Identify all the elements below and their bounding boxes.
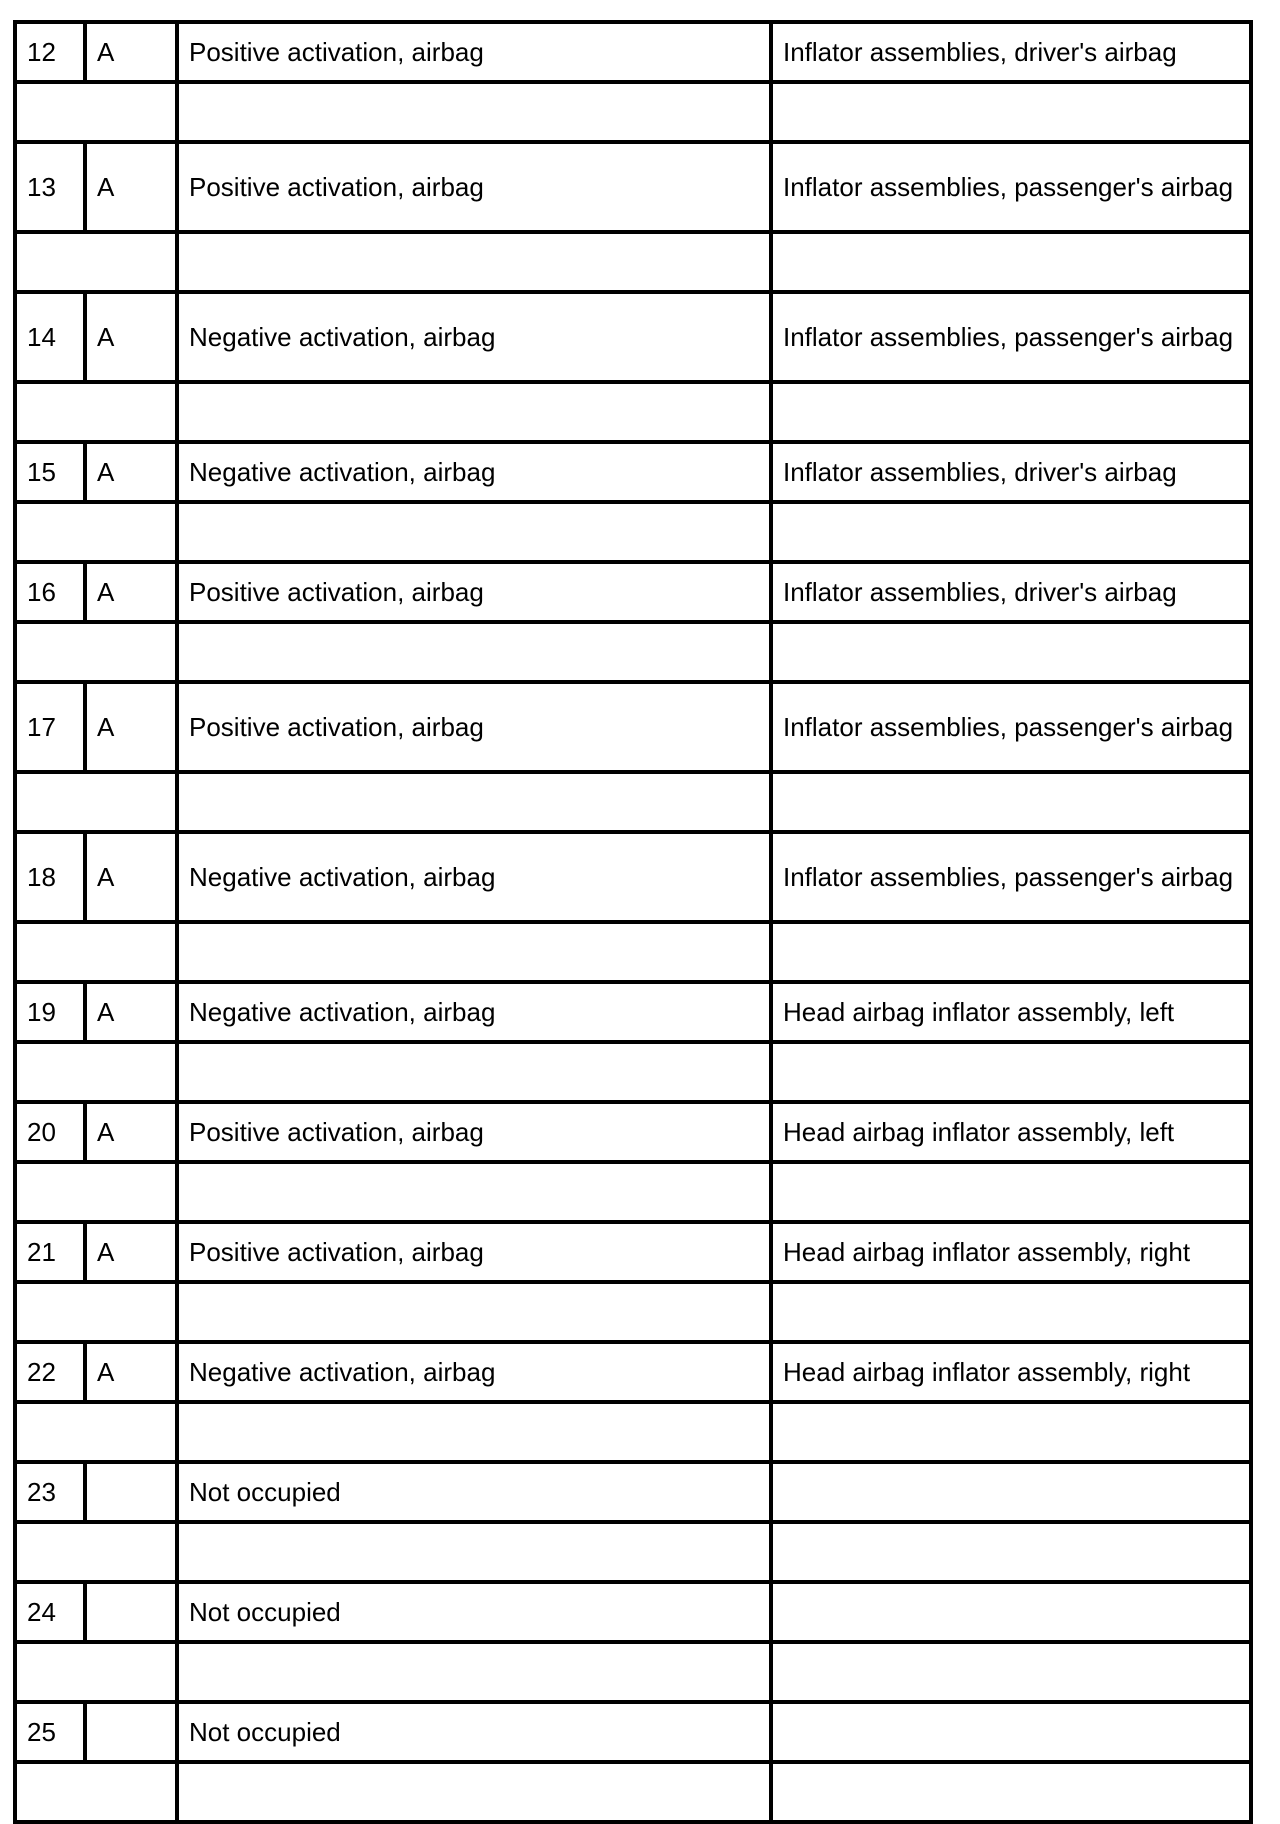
- pin-number-cell: 13: [15, 142, 85, 232]
- pin-row: [15, 1582, 1251, 1642]
- pin-row: [15, 442, 1251, 502]
- spacer-cell: [177, 382, 771, 442]
- spacer-row: [15, 1642, 1251, 1702]
- function-cell: Negative activation, airbag: [177, 1342, 771, 1402]
- spacer-cell: [15, 502, 177, 562]
- spacer-cell: [771, 772, 1251, 832]
- spacer-cell: [177, 922, 771, 982]
- pin-row: [15, 682, 1251, 772]
- spacer-cell: [771, 502, 1251, 562]
- spacer-row: [15, 922, 1251, 982]
- function-cell: Not occupied: [177, 1582, 771, 1642]
- component-cell: Head airbag inflator assembly, right: [771, 1342, 1251, 1402]
- component-cell: Head airbag inflator assembly, right: [771, 1222, 1251, 1282]
- signal-type-cell: A: [85, 1222, 177, 1282]
- spacer-cell: [771, 1042, 1251, 1102]
- spacer-cell: [771, 1162, 1251, 1222]
- spacer-cell: [15, 922, 177, 982]
- pin-row: [15, 562, 1251, 622]
- pin-number-cell: 20: [15, 1102, 85, 1162]
- component-cell: [771, 1702, 1251, 1762]
- component-cell: Inflator assemblies, passenger's airbag: [771, 832, 1251, 922]
- spacer-cell: [15, 1762, 177, 1822]
- component-cell: [771, 1582, 1251, 1642]
- pin-number-cell: 21: [15, 1222, 85, 1282]
- spacer-row: [15, 382, 1251, 442]
- function-cell: Not occupied: [177, 1462, 771, 1522]
- spacer-cell: [771, 1282, 1251, 1342]
- function-cell: Positive activation, airbag: [177, 682, 771, 772]
- spacer-cell: [177, 622, 771, 682]
- spacer-cell: [771, 1402, 1251, 1462]
- spacer-cell: [177, 1762, 771, 1822]
- pin-row: [15, 832, 1251, 922]
- signal-type-cell: A: [85, 562, 177, 622]
- function-cell: Positive activation, airbag: [177, 562, 771, 622]
- function-cell: Positive activation, airbag: [177, 1222, 771, 1282]
- spacer-row: [15, 772, 1251, 832]
- spacer-cell: [177, 1402, 771, 1462]
- signal-type-cell: [85, 1462, 177, 1522]
- spacer-cell: [15, 622, 177, 682]
- signal-type-cell: A: [85, 1102, 177, 1162]
- spacer-cell: [15, 382, 177, 442]
- spacer-cell: [177, 1642, 771, 1702]
- spacer-row: [15, 82, 1251, 142]
- pin-row: [15, 1102, 1251, 1162]
- pin-number-cell: 18: [15, 832, 85, 922]
- component-cell: [771, 1462, 1251, 1522]
- pin-number-cell: 16: [15, 562, 85, 622]
- signal-type-cell: A: [85, 142, 177, 232]
- pin-row: [15, 1462, 1251, 1522]
- pin-number-cell: 14: [15, 292, 85, 382]
- signal-type-cell: [85, 1582, 177, 1642]
- pin-table-body: [15, 22, 1251, 1822]
- spacer-cell: [771, 82, 1251, 142]
- spacer-row: [15, 1762, 1251, 1822]
- signal-type-cell: A: [85, 292, 177, 382]
- pin-number-cell: 24: [15, 1582, 85, 1642]
- spacer-cell: [177, 502, 771, 562]
- spacer-cell: [771, 622, 1251, 682]
- spacer-row: [15, 1162, 1251, 1222]
- spacer-cell: [771, 382, 1251, 442]
- function-cell: Positive activation, airbag: [177, 1102, 771, 1162]
- spacer-cell: [177, 1522, 771, 1582]
- spacer-cell: [771, 232, 1251, 292]
- component-cell: Inflator assemblies, passenger's airbag: [771, 142, 1251, 232]
- pin-number-cell: 23: [15, 1462, 85, 1522]
- component-cell: Head airbag inflator assembly, left: [771, 982, 1251, 1042]
- spacer-cell: [771, 1522, 1251, 1582]
- pin-row: [15, 1222, 1251, 1282]
- spacer-cell: [771, 1762, 1251, 1822]
- pin-number-cell: 25: [15, 1702, 85, 1762]
- pin-row: [15, 1702, 1251, 1762]
- function-cell: Negative activation, airbag: [177, 982, 771, 1042]
- spacer-cell: [771, 1642, 1251, 1702]
- pin-row: [15, 1342, 1251, 1402]
- pin-number-cell: 15: [15, 442, 85, 502]
- function-cell: Negative activation, airbag: [177, 442, 771, 502]
- component-cell: Inflator assemblies, driver's airbag: [771, 22, 1251, 82]
- spacer-cell: [15, 1522, 177, 1582]
- function-cell: Negative activation, airbag: [177, 832, 771, 922]
- spacer-cell: [177, 232, 771, 292]
- spacer-cell: [177, 1162, 771, 1222]
- signal-type-cell: A: [85, 1342, 177, 1402]
- pin-number-cell: 17: [15, 682, 85, 772]
- spacer-cell: [15, 1042, 177, 1102]
- spacer-cell: [177, 1282, 771, 1342]
- spacer-cell: [15, 1162, 177, 1222]
- component-cell: Head airbag inflator assembly, left: [771, 1102, 1251, 1162]
- pin-row: [15, 982, 1251, 1042]
- spacer-cell: [15, 1402, 177, 1462]
- spacer-row: [15, 622, 1251, 682]
- component-cell: Inflator assemblies, passenger's airbag: [771, 682, 1251, 772]
- function-cell: Not occupied: [177, 1702, 771, 1762]
- function-cell: Positive activation, airbag: [177, 142, 771, 232]
- pin-assignment-table: [13, 20, 1253, 1824]
- function-cell: Negative activation, airbag: [177, 292, 771, 382]
- pin-number-cell: 12: [15, 22, 85, 82]
- signal-type-cell: A: [85, 682, 177, 772]
- spacer-cell: [15, 1642, 177, 1702]
- spacer-cell: [177, 82, 771, 142]
- pin-row: [15, 292, 1251, 382]
- pin-row: [15, 22, 1251, 82]
- spacer-row: [15, 1402, 1251, 1462]
- signal-type-cell: [85, 1702, 177, 1762]
- signal-type-cell: A: [85, 832, 177, 922]
- spacer-row: [15, 1522, 1251, 1582]
- signal-type-cell: A: [85, 442, 177, 502]
- spacer-cell: [177, 772, 771, 832]
- spacer-cell: [771, 922, 1251, 982]
- function-cell: Positive activation, airbag: [177, 22, 771, 82]
- spacer-row: [15, 502, 1251, 562]
- spacer-cell: [15, 1282, 177, 1342]
- component-cell: Inflator assemblies, driver's airbag: [771, 442, 1251, 502]
- spacer-row: [15, 1282, 1251, 1342]
- signal-type-cell: A: [85, 982, 177, 1042]
- component-cell: Inflator assemblies, driver's airbag: [771, 562, 1251, 622]
- signal-type-cell: A: [85, 22, 177, 82]
- spacer-cell: [177, 1042, 771, 1102]
- spacer-row: [15, 232, 1251, 292]
- spacer-cell: [15, 232, 177, 292]
- spacer-row: [15, 1042, 1251, 1102]
- component-cell: Inflator assemblies, passenger's airbag: [771, 292, 1251, 382]
- pin-row: [15, 142, 1251, 232]
- spacer-cell: [15, 772, 177, 832]
- spacer-cell: [15, 82, 177, 142]
- pin-number-cell: 22: [15, 1342, 85, 1402]
- pin-number-cell: 19: [15, 982, 85, 1042]
